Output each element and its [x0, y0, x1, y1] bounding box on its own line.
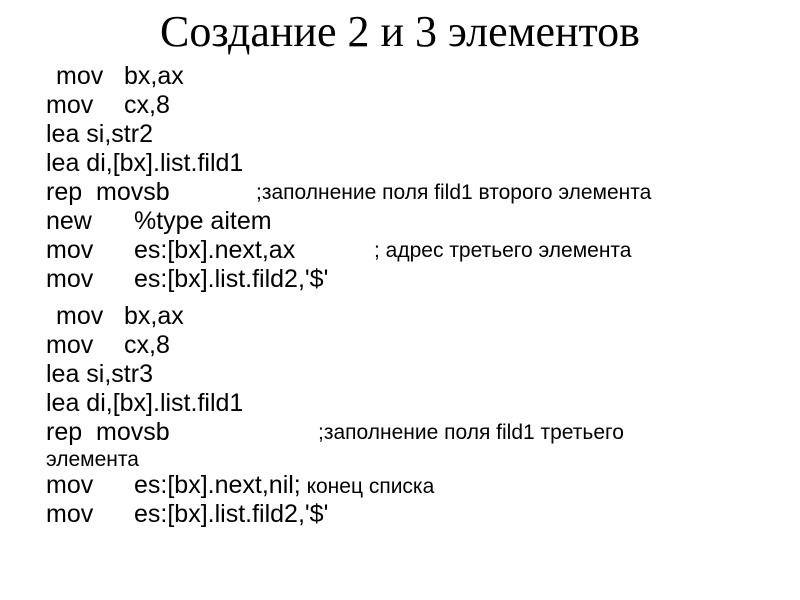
code-line [46, 360, 786, 389]
code-arg: es:[bx].next,ax [134, 236, 296, 264]
code-line [46, 207, 786, 236]
code-comment: ;заполнение поля fild1 второго элемента [256, 181, 652, 204]
code-comment: ;заполнение поля fild1 третьего [318, 421, 624, 444]
code-op: mov [46, 500, 94, 528]
code-op: mov [46, 265, 94, 293]
code-line [46, 91, 786, 120]
code-line [46, 500, 786, 529]
code-arg: es:[bx].list.fild2,'$' [134, 500, 329, 528]
code-line [46, 418, 786, 447]
code-op: rep [46, 418, 83, 446]
code-line [46, 471, 786, 500]
code-op: new [46, 207, 92, 235]
code-line [46, 302, 786, 331]
code-line [46, 149, 786, 178]
code-comment: ; адрес третьего элемента [374, 239, 632, 262]
code-arg: %type aitem [134, 207, 272, 235]
code-line [46, 331, 786, 360]
code-arg: cx,8 [124, 331, 170, 359]
code-line [46, 178, 786, 207]
code-op: lea di,[bx].list.fild1 [46, 389, 244, 417]
code-op: lea si,str2 [46, 120, 153, 148]
code-line [46, 389, 786, 418]
code-line [46, 120, 786, 149]
code-op: mov [56, 62, 104, 90]
code-arg: es:[bx].list.fild2,'$' [134, 265, 329, 293]
code-op: lea si,str3 [46, 360, 153, 388]
code-op: mov [56, 302, 104, 330]
slide-title: Создание 2 и 3 элементов [160, 7, 640, 56]
code-comment-continuation: элемента [46, 448, 139, 471]
code-op: rep [46, 178, 83, 206]
code-arg: movsb [96, 178, 170, 206]
code-arg: bx,ax [124, 302, 184, 330]
code-op: mov [46, 236, 94, 264]
code-arg-text: es:[bx].next,nil; [134, 471, 301, 499]
code-arg: cx,8 [124, 91, 170, 119]
code-listing [46, 62, 786, 529]
code-op: mov [46, 331, 94, 359]
code-arg: bx,ax [124, 62, 184, 90]
code-op: mov [46, 91, 94, 119]
code-arg [134, 471, 434, 501]
code-op: lea di,[bx].list.fild1 [46, 149, 244, 177]
code-comment: конец списка [300, 475, 435, 498]
code-line [46, 265, 786, 294]
code-line [46, 236, 786, 265]
code-line [46, 62, 786, 91]
code-op: mov [46, 471, 94, 499]
code-arg: movsb [96, 418, 170, 446]
